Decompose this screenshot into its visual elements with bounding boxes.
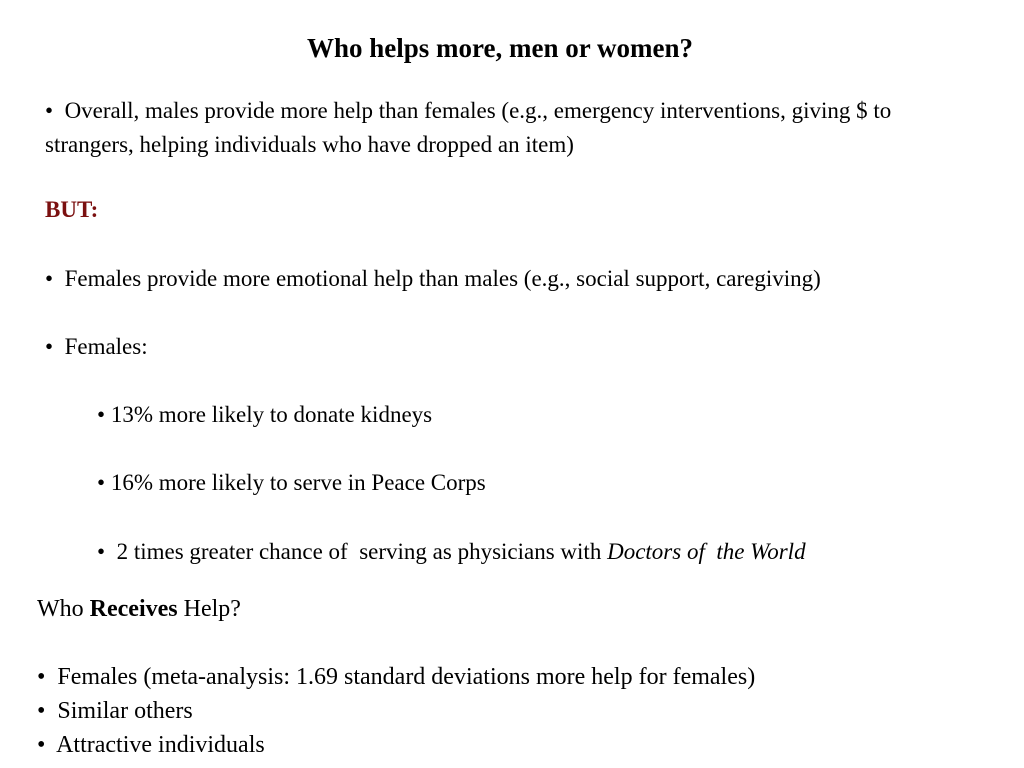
receives-heading: [37, 594, 241, 624]
bullet-text: Females provide more emotional help than males (e.g., social support, caregiving): [64, 266, 821, 291]
bullet-marker: •: [37, 664, 46, 690]
bullet-text: Females:: [64, 334, 148, 359]
bullet-females: [45, 332, 148, 362]
sub-bullet-peace-corps: [97, 468, 486, 498]
bullet-marker: •: [97, 402, 106, 427]
bullet-text: 13% more likely to donate kidneys: [110, 402, 433, 427]
bullet-marker: •: [45, 98, 54, 123]
bullet-overall-males: [45, 94, 985, 162]
slide-title: Who helps more, men or women?: [307, 33, 693, 63]
receives-prefix: Who: [37, 596, 90, 622]
bullet-marker: •: [97, 470, 106, 495]
doctors-of-the-world-text: Doctors of the World: [607, 539, 806, 564]
bullet-text: 2 times greater chance of serving as physicians with: [116, 539, 608, 564]
bullet-marker: •: [45, 266, 54, 291]
bullet-text: Females (meta-analysis: 1.69 standard deviations more help for females): [57, 664, 756, 690]
but-label: BUT:: [45, 197, 99, 222]
sub-bullet-physicians: [97, 537, 806, 567]
receives-bold: Receives: [89, 596, 178, 622]
bullet-marker: •: [45, 334, 54, 359]
receives-bullet-attractive: [37, 730, 265, 760]
bullet-text: 16% more likely to serve in Peace Corps: [110, 470, 486, 495]
bullet-text: Attractive individuals: [56, 732, 265, 758]
receives-suffix: Help?: [177, 596, 241, 622]
bullet-marker: •: [37, 698, 46, 724]
bullet-marker: •: [37, 732, 46, 758]
bullet-text: Similar others: [57, 698, 193, 724]
bullet-marker: •: [97, 539, 106, 564]
receives-bullet-females: [37, 662, 755, 692]
sub-bullet-kidneys: [97, 400, 432, 430]
receives-bullet-similar: [37, 696, 193, 726]
bullet-text: Overall, males provide more help than females (e.g., emergency interventions, giving $ to strangers, helping individuals who have dropped an item): [45, 98, 892, 157]
bullet-emotional-help: [45, 264, 821, 294]
